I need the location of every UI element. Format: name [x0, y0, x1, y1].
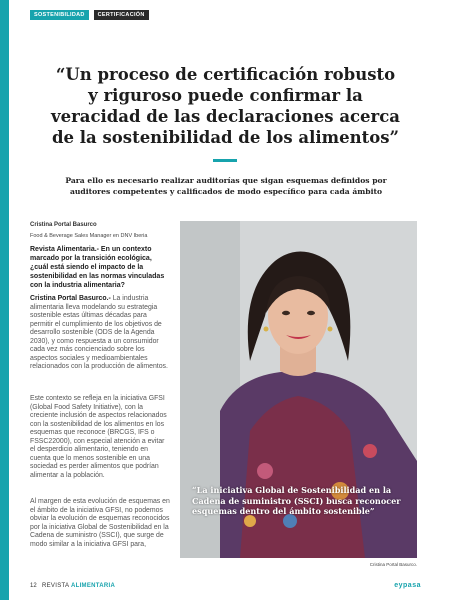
answer-lead: Cristina Portal Basurco.-: [30, 295, 111, 302]
magazine-name: [42, 583, 115, 589]
topic-tag[interactable]: CERTIFICACIÓN: [94, 10, 149, 20]
article-headline: “Un proceso de certificación robusto y riguroso puede confirmar la veracidad de las declaraciones acerca de la sostenibilidad de los alimentos”: [50, 65, 400, 147]
section-tags: [30, 10, 149, 20]
answer-text-1: La industria alimentaria lleva modelando su estrategia sostenible estas últimas décadas para permitir el cumplimiento de los objetivos de desarrollo sostenible (ODS de la Agenda 2030), y como respuesta a un consumidor cada vez más concienciado sobre los aspectos sociales y medioambientales relacionados con la producción de alimentos.: [30, 295, 168, 370]
section-tag[interactable]: SOSTENIBILIDAD: [30, 10, 89, 20]
author-name: Cristina Portal Basurco: [30, 222, 97, 228]
magazine-prefix: REVISTA: [42, 583, 69, 589]
article-subhead: Para ello es necesario realizar auditorías que sigan esquemas definidos por auditores competentes y calificados de modo específico para cada ámbito: [65, 176, 387, 196]
page-number: 12: [30, 583, 37, 589]
interview-question: Revista Alimentaria.- En un contexto marcado por la transición ecológica, ¿cuál está siendo el impacto de la sostenibilidad en las normas vinculadas con la industria alimentaria?: [30, 246, 165, 289]
accent-side-bar: [0, 0, 9, 600]
photo-caption: Cristina Portal Basurco.: [369, 562, 417, 567]
headline-divider: [213, 159, 237, 162]
answer-paragraph-3: Al margen de esta evolución de esquemas en el ámbito de la iniciativa GFSI, no podemos obviar la evolución de esquemas reconocidos por la iniciativa Global de Sostenibilidad en la Cadena de suministro (SSCI), que surge de modo similar a la iniciativa GFSI para,: [30, 498, 170, 548]
answer-paragraph-2: Este contexto se refleja en la iniciativa GFSI (Global Food Safety Initiative), con la creciente inclusión de aspectos relacionados con la sostenibilidad de los alimentos en los esquemas que reconoce (BRCGS, IFS o FSSC22000), con especial atención a evitar el desperdicio alimentario, teniendo en cuenta que lo menos sostenible en una sociedad es perder alimentos que podrían alimentar a la población.: [30, 395, 167, 479]
pull-quote: “La iniciativa Global de Sostenibilidad en la Cadena de suministro (SSCI) busca reconocer esquemas dentro del ámbito sostenible”: [192, 485, 401, 517]
answer-paragraph-1: [30, 295, 170, 372]
magazine-title: ALIMENTARIA: [70, 583, 116, 589]
author-role: Food & Beverage Sales Manager en DNV Iberia: [30, 233, 148, 239]
brand-logo[interactable]: eypasa: [394, 582, 421, 589]
